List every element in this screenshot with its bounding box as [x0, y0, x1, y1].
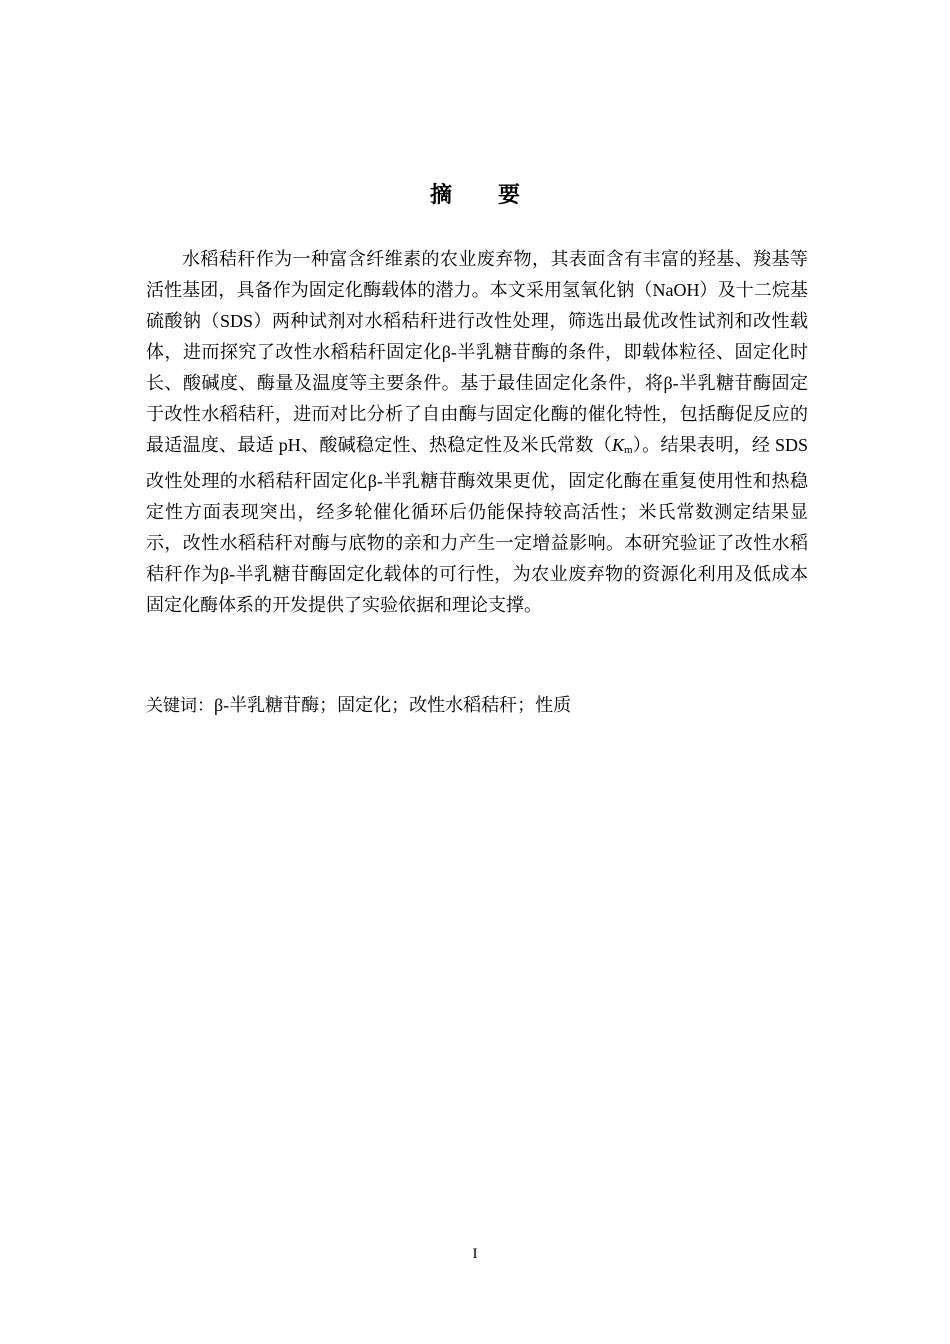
km-symbol: K	[612, 435, 625, 455]
abstract-text-part-1: 水稻秸秆作为一种富含纤维素的农业废弃物，其表面含有丰富的羟基、羧基等活性基团，具备作为固定化酶载体的潜力。本文采用氢氧化钠（NaOH）及十二烷基硫酸钠（SDS）两种试剂对水稻秸秆进行改性处理，筛选出最优改性试剂和改性载体，进而探究了改性水稻秸秆固定化β-半乳糖苷酶的条件，即载体粒径、固定化时长、酸碱度、酶量及温度等主要条件。基于最佳固定化条件，将β-半乳糖苷酶固定于改性水稻秸秆，进而对比分析了自由酶与固定化酶的催化特性，包括酶促反应的最适温度、最适 pH、酸碱稳定性、热稳定性及米氏常数（	[146, 249, 808, 455]
abstract-title	[0, 178, 950, 214]
title-char-2: 要	[498, 183, 521, 208]
keywords-text: β-半乳糖苷酶；固定化；改性水稻秸秆；性质	[214, 695, 572, 715]
abstract-text-part-2: ）。结果表明，经 SDS 改性处理的水稻秸秆固定化β-半乳糖苷酶效果更优，固定化酶在重复使用性和热稳定性方面表现突出，经多轮催化循环后仍能保持较高活性；米氏常数测定结果显示，改性水稻秸秆对酶与底物的亲和力产生一定增益影响。本研究验证了改性水稻秸秆作为β-半乳糖苷酶固定化载体的可行性，为农业废弃物的资源化利用及低成本固定化酶体系的开发提供了实验依据和理论支撑。	[146, 435, 808, 615]
title-char-1: 摘	[429, 183, 452, 208]
km-subscript: m	[624, 444, 633, 456]
abstract-body	[146, 244, 808, 621]
keywords-line	[146, 690, 808, 722]
page-number: I	[472, 1246, 478, 1262]
keywords-label: 关键词：	[146, 696, 214, 716]
